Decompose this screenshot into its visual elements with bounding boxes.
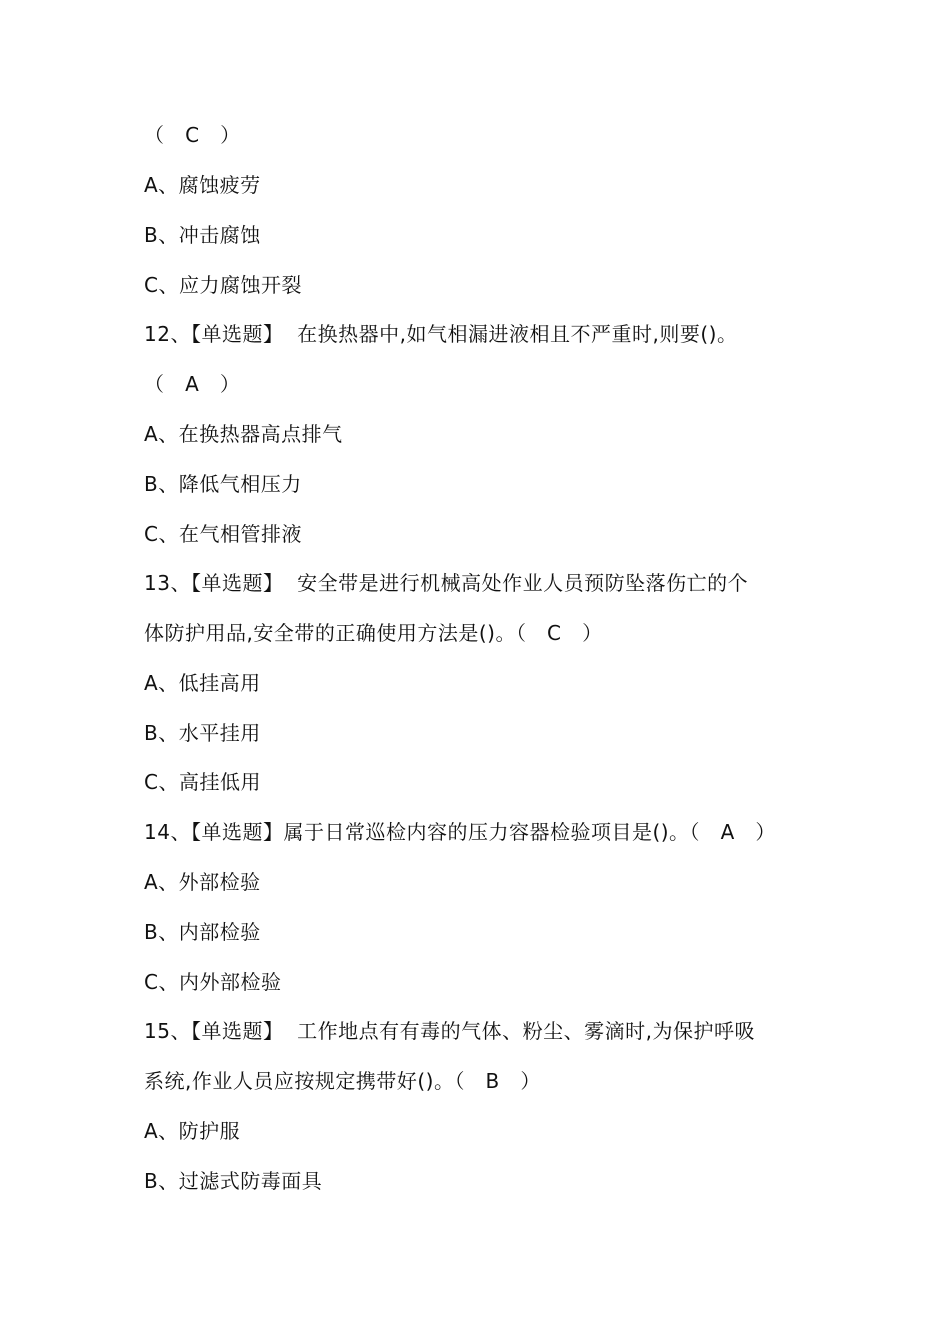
q13-question-line2: 体防护用品,安全带的正确使用方法是()。（ C ） [144,621,603,645]
q12-option-a: A、在换热器高点排气 [144,422,343,446]
q12-option-c: C、在气相管排液 [144,522,302,546]
q15-option-b: B、过滤式防毒面具 [144,1169,323,1193]
q15-question-line1: 15、【单选题】 工作地点有有毒的气体、粉尘、雾滴时,为保护呼吸 [144,1019,756,1043]
q13-question-line1: 13、【单选题】 安全带是进行机械高处作业人员预防坠落伤亡的个 [144,571,749,595]
q12-option-b: B、降低气相压力 [144,472,302,496]
q13-option-a: A、低挂高用 [144,671,261,695]
q15-question-line2: 系统,作业人员应按规定携带好()。（ B ） [144,1069,541,1093]
q12-answer: （ A ） [144,372,241,396]
q15-option-a: A、防护服 [144,1119,241,1143]
q13-option-c: C、高挂低用 [144,770,261,794]
q14-option-a: A、外部检验 [144,870,261,894]
q14-option-b: B、内部检验 [144,920,261,944]
q11-option-b: B、冲击腐蚀 [144,223,261,247]
q11-option-a: A、腐蚀疲劳 [144,173,261,197]
q13-option-b: B、水平挂用 [144,721,261,745]
q12-question: 12、【单选题】 在换热器中,如气相漏进液相且不严重时,则要()。 [144,322,738,346]
q11-answer: （ C ） [144,123,241,147]
q14-question: 14、【单选题】属于日常巡检内容的压力容器检验项目是()。（ A ） [144,820,776,844]
q11-option-c: C、应力腐蚀开裂 [144,273,302,297]
q14-option-c: C、内外部检验 [144,970,282,994]
